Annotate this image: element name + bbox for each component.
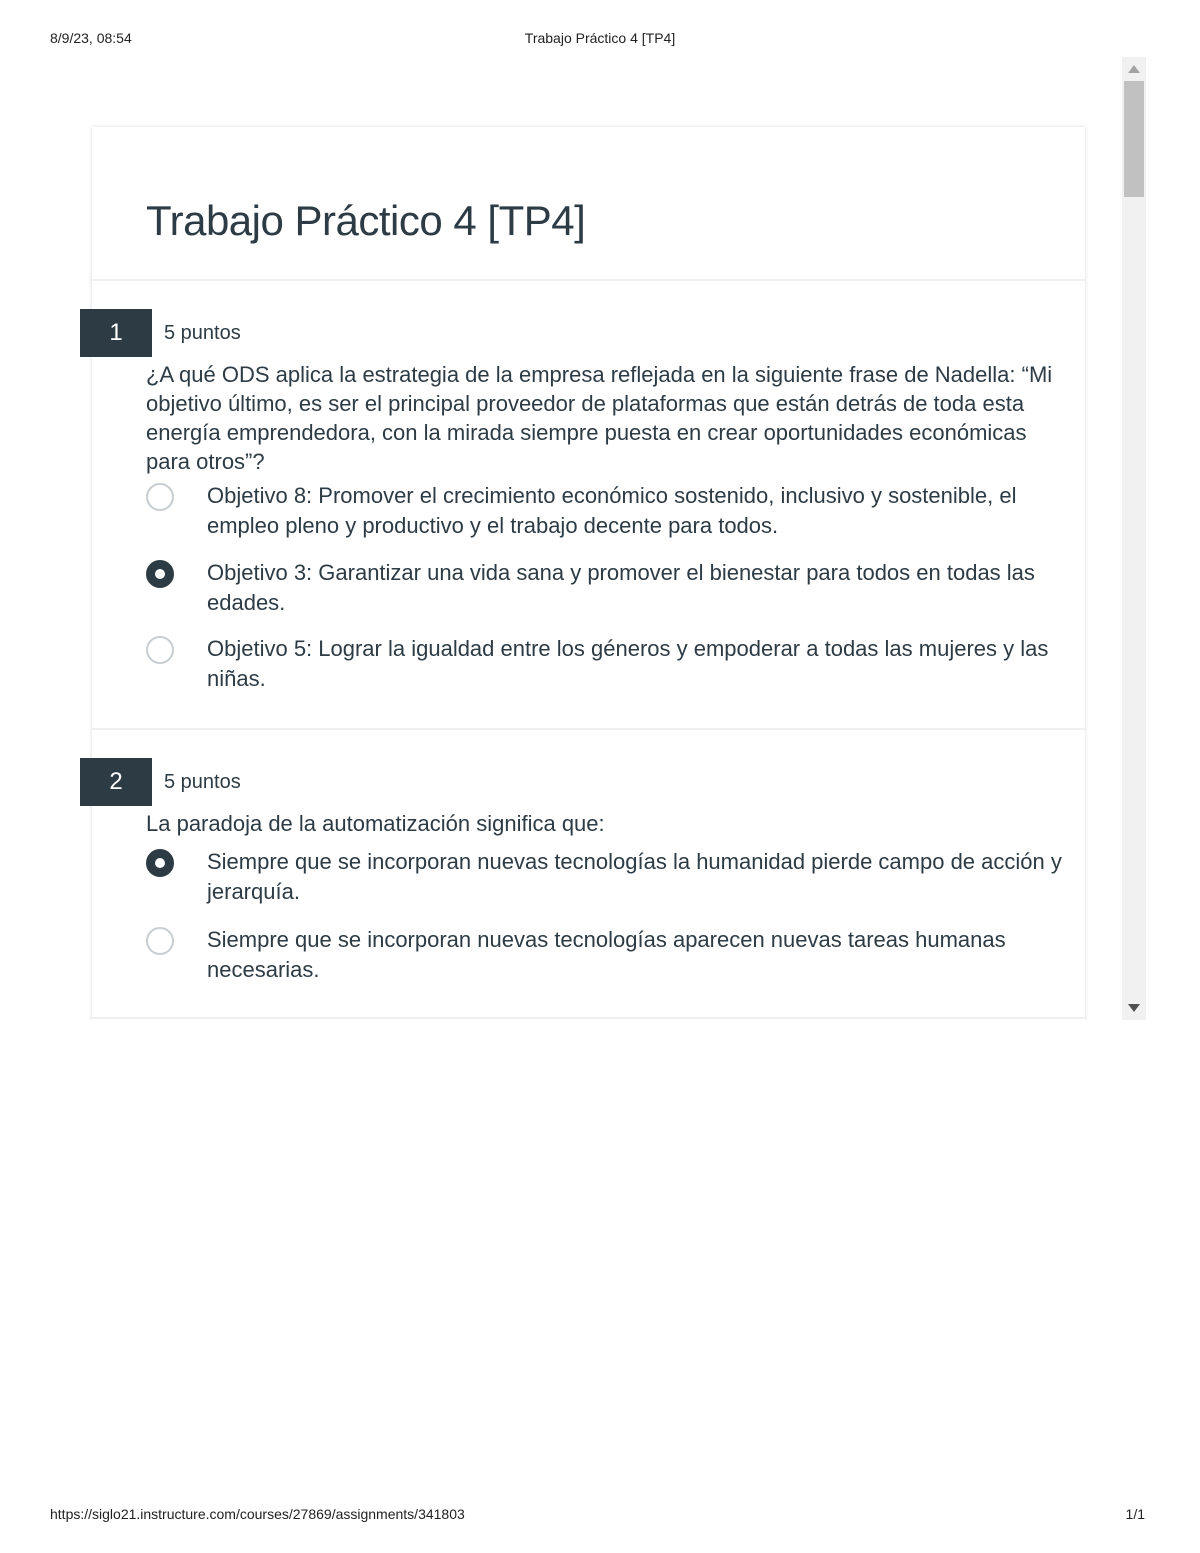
scroll-down-arrow-icon[interactable] [1128, 1004, 1140, 1012]
divider [92, 1017, 1085, 1019]
answer-label[interactable]: Siempre que se incorporan nuevas tecnologías la humanidad pierde campo de acción y jerarquía. [207, 849, 1062, 904]
radio-button-selected[interactable] [146, 849, 174, 877]
question-number: 2 [80, 758, 152, 806]
print-header [0, 30, 1200, 50]
print-footer [0, 1506, 1200, 1526]
browser-viewport [0, 57, 1147, 1020]
print-datetime: 8/9/23, 08:54 [50, 30, 132, 46]
page-count: 1/1 [1125, 1506, 1145, 1522]
answer-label[interactable]: Objetivo 8: Promover el crecimiento económico sostenido, inclusivo y sostenible, el empleo pleno y productivo y el trabajo decente para todos. [207, 483, 1017, 538]
divider [92, 728, 1085, 730]
answer-label[interactable]: Objetivo 3: Garantizar una vida sana y promover el bienestar para todos en todas las edades. [207, 560, 1035, 615]
radio-button[interactable] [146, 483, 174, 511]
question-points: 5 puntos [164, 771, 241, 793]
question-text: La paradoja de la automatización significa que: [146, 811, 605, 836]
page-title: Trabajo Práctico 4 [TP4] [146, 197, 586, 244]
question-text: ¿A qué ODS aplica la estrategia de la empresa reflejada en la siguiente frase de Nadella: “Mi objetivo último, es ser el principal proveedor de plataformas que están detrás de toda esta energía emprendedora, con la mirada siempre puesta en crear oportunidades económicas para otros”? [146, 362, 1053, 474]
scroll-up-arrow-icon[interactable] [1128, 65, 1140, 73]
radio-button-selected[interactable] [146, 560, 174, 588]
divider [92, 279, 1085, 281]
question-points: 5 puntos [164, 322, 241, 344]
answer-label[interactable]: Siempre que se incorporan nuevas tecnologías aparecen nuevas tareas humanas necesarias. [207, 927, 1006, 982]
scrollbar-thumb[interactable] [1124, 81, 1144, 197]
quiz-card [92, 127, 1085, 1020]
print-title: Trabajo Práctico 4 [TP4] [524, 30, 676, 46]
vertical-scrollbar[interactable] [1122, 57, 1146, 1020]
answer-label[interactable]: Objetivo 5: Lograr la igualdad entre los géneros y empoderar a todas las mujeres y las niñas. [207, 636, 1049, 691]
radio-button[interactable] [146, 636, 174, 664]
radio-button[interactable] [146, 927, 174, 955]
print-url: https://siglo21.instructure.com/courses/27869/assignments/341803 [50, 1506, 465, 1522]
question-number: 1 [80, 309, 152, 357]
